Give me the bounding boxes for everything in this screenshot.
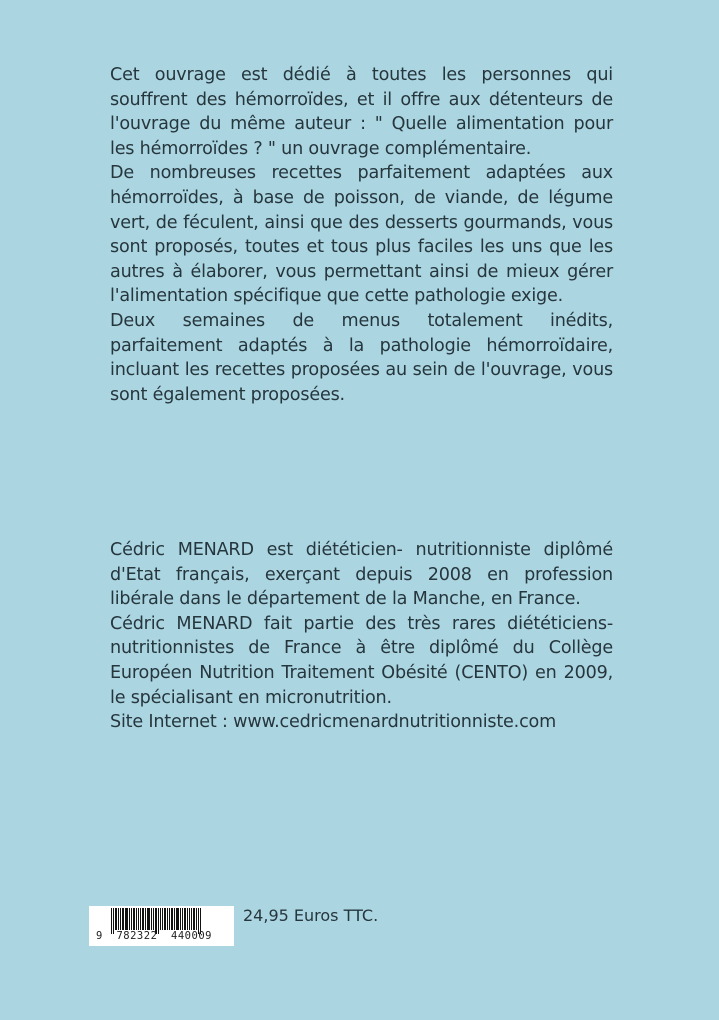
- price-label: 24,95 Euros TTC.: [243, 906, 379, 925]
- barcode-bar: [182, 908, 183, 930]
- barcode-bar: [191, 908, 192, 930]
- barcode-bar: [142, 908, 144, 930]
- barcode-bar: [196, 908, 197, 930]
- barcode-bars: [111, 908, 225, 930]
- barcode-bar: [138, 908, 139, 930]
- barcode-bar: [131, 908, 132, 930]
- description-paragraph: De nombreuses recettes parfaitement adaptées aux hémorroïdes, à base de poisson, de viande, de légume vert, de féculent, ainsi que des desserts gourmands, vous sont proposés, toutes et tous plus faciles les uns que les autres à élaborer, vous permettant ainsi de mieux gérer l'alimentation spécifique que cette pathologie exige.: [110, 163, 613, 307]
- barcode-digits: 9 782322 440009: [96, 930, 212, 942]
- barcode-bar: [151, 908, 152, 930]
- author-bio: [110, 538, 613, 735]
- description-paragraph: Deux semaines de menus totalement inédits, parfaitement adaptés à la pathologie hémorroïdaire, incluant les recettes proposées au sein de l'ouvrage, vous sont également proposées.: [110, 310, 613, 405]
- book-description: [110, 63, 613, 407]
- barcode-bar: [122, 908, 124, 930]
- barcode-bar: [136, 908, 137, 930]
- barcode-bar: [160, 908, 161, 930]
- barcode-bar: [118, 908, 119, 930]
- barcode-bar: [169, 908, 170, 930]
- barcode-bar: [174, 908, 175, 930]
- barcode-bar: [189, 908, 190, 930]
- barcode-bar: [129, 908, 130, 930]
- bio-paragraph: Cédric MENARD fait partie des très rares diététiciens-nutritionnistes de France à être diplômé du Collège Européen Nutrition Traitement Obésité (CENTO) en 2009, le spécialisant en micronutrition.: [110, 613, 613, 708]
- barcode-bar: [180, 908, 181, 930]
- barcode-bar: [176, 908, 179, 930]
- barcode-bar: [187, 908, 188, 930]
- barcode-bar: [171, 908, 173, 930]
- bio-paragraph: Cédric MENARD est diététicien- nutritionniste diplômé d'Etat français, exerçant depuis 2008 en profession libérale dans le département de la Manche, en France.: [110, 540, 613, 610]
- barcode-bar: [164, 908, 166, 930]
- barcode-bar: [147, 908, 150, 930]
- barcode-bar: [140, 908, 141, 930]
- barcode-bar: [120, 908, 121, 930]
- description-paragraph: Cet ouvrage est dédié à toutes les personnes qui souffrent des hémorroïdes, et il offre aux détenteurs de l'ouvrage du même auteur : " Quelle alimentation pour les hémorroïdes ? " un ouvrage complémentaire.: [110, 65, 613, 159]
- barcode-bar: [193, 908, 195, 930]
- barcode-bar: [133, 908, 135, 930]
- barcode-bar: [125, 908, 128, 930]
- barcode-bar: [184, 908, 186, 930]
- barcode-bar: [153, 908, 154, 930]
- barcode-bar: [167, 908, 168, 930]
- isbn-barcode: [89, 906, 234, 946]
- barcode-bar: [162, 908, 163, 930]
- website-line: Site Internet : www.cedricmenardnutritionniste.com: [110, 712, 557, 733]
- barcode-bar: [145, 908, 146, 930]
- barcode-bar: [115, 908, 117, 930]
